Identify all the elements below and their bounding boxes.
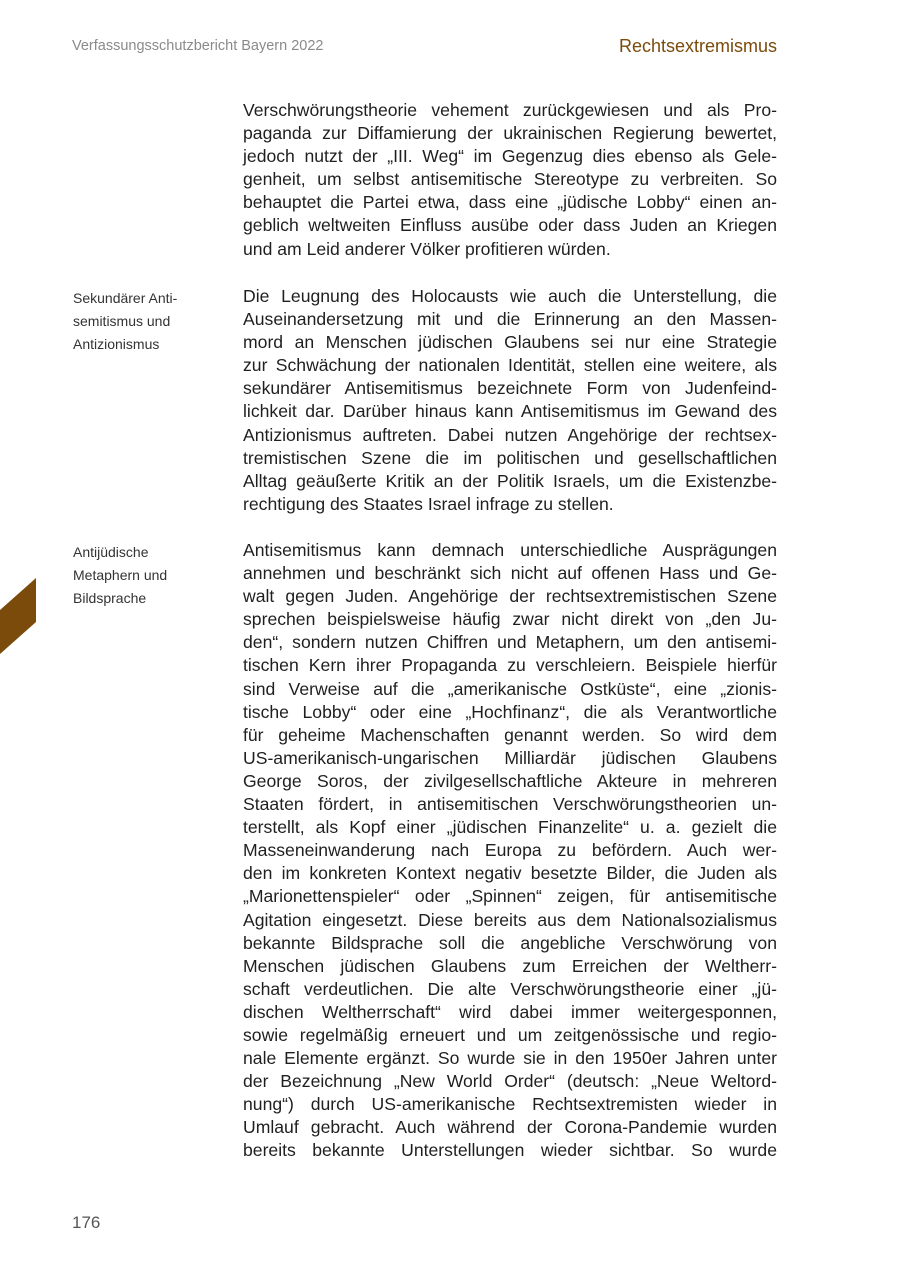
text-line: annehmen und beschränkt sich nicht auf offenen Hass und Ge- — [243, 563, 777, 584]
text-line: genheit, um selbst antisemitische Stereotype zu verbreiten. So — [243, 169, 777, 190]
text-line: Alltag geäußerte Kritik an der Politik Israels, um die Existenzbe- — [243, 470, 777, 491]
text-line: sowie regelmäßig erneuert und um zeitgenössische und regio- — [243, 1024, 777, 1045]
text-line: George Soros, der zivilgesellschaftliche Akteure in mehreren — [243, 770, 777, 791]
margin-note-line: Sekundärer Anti- — [73, 290, 178, 306]
margin-note-line: Metaphern und — [73, 567, 168, 583]
text-line: zur Schwächung der nationalen Identität, stellen eine weitere, als — [243, 355, 777, 376]
margin-note-line: semitismus und — [73, 313, 171, 329]
text-line: nung“) durch US-amerikanische Rechtsextremisten wieder in — [243, 1094, 777, 1115]
text-line: geblich weltweiten Einfluss ausübe oder dass Juden an Kriegen — [243, 215, 777, 236]
text-line: mord an Menschen jüdischen Glaubens sei nur eine Strategie — [243, 332, 777, 353]
text-line: sind Verweise auf die „amerikanische Ostküste“, eine „zionis- — [243, 678, 777, 699]
text-line: terstellt, als Kopf einer „jüdischen Finanzelite“ u. a. gezielt die — [243, 817, 777, 838]
text-line: den im konkreten Kontext negativ besetzte Bilder, die Juden als — [243, 863, 777, 884]
margin-note-line: Antijüdische — [73, 544, 149, 560]
text-line: sprechen beispielsweise häufig zwar nicht direkt von „den Ju- — [243, 609, 777, 630]
text-line: US-amerikanisch-ungarischen Milliardär jüdischen Glaubens — [243, 747, 777, 768]
text-line: nale Elemente ergänzt. So wurde sie in den 1950er Jahren unter — [243, 1048, 777, 1069]
text-line: jedoch nutzt der „III. Weg“ im Gegenzug dies ebenso als Gele- — [243, 146, 777, 167]
margin-note — [73, 287, 208, 356]
text-line: für geheime Machenschaften genannt werden. So wird dem — [243, 724, 777, 745]
text-line: bereits bekannte Unterstellungen wieder sichtbar. So wurde — [243, 1140, 777, 1161]
text-line: Staaten fördert, in antisemitischen Verschwörungstheorien un- — [243, 794, 777, 815]
text-line: walt gegen Juden. Angehörige der rechtsextremistischen Szene — [243, 586, 777, 607]
text-line: Masseneinwanderung nach Europa zu befördern. Auch wer- — [243, 840, 777, 861]
text-line: Umlauf gebracht. Auch während der Corona-Pandemie wurden — [243, 1117, 777, 1138]
text-line: Antizionismus auftreten. Dabei nutzen Angehörige der rechtsex- — [243, 424, 777, 445]
text-line: „Marionettenspieler“ oder „Spinnen“ zeigen, für antisemitische — [243, 886, 777, 907]
text-line: lichkeit dar. Darüber hinaus kann Antisemitismus im Gewand des — [243, 401, 777, 422]
text-line: schaft verdeutlichen. Die alte Verschwörungstheorie einer „jü- — [243, 978, 777, 999]
section-tab-marker — [0, 578, 36, 654]
paragraph-text — [243, 285, 777, 516]
margin-note-line: Bildsprache — [73, 590, 147, 606]
text-line: Auseinandersetzung mit und die Erinnerung an den Massen- — [243, 309, 777, 330]
text-line: tischen Kern ihrer Propaganda zu verschleiern. Beispiele hierfür — [243, 655, 777, 676]
text-line: behauptet die Partei etwa, dass eine „jüdische Lobby“ einen an- — [243, 192, 777, 213]
paragraph-text — [243, 99, 777, 261]
text-line: tische Lobby“ oder eine „Hochfinanz“, die als Verantwortliche — [243, 701, 777, 722]
publication-title: Verfassungsschutzbericht Bayern 2022 — [72, 38, 324, 54]
margin-note — [73, 541, 208, 610]
text-line: dischen Weltherrschaft“ wird dabei immer weitergesponnen, — [243, 1001, 777, 1022]
text-line: und am Leid anderer Völker profitieren würden. — [243, 238, 611, 259]
paragraph-text — [243, 539, 777, 1163]
text-line: Verschwörungstheorie vehement zurückgewiesen und als Pro- — [243, 100, 777, 120]
text-line: Die Leugnung des Holocausts wie auch die Unterstellung, die — [243, 286, 777, 306]
text-line: paganda zur Diffamierung der ukrainischen Regierung bewertet, — [243, 123, 777, 144]
text-line: tremistischen Szene die im politischen und gesellschaftlichen — [243, 447, 777, 468]
text-line: sekundärer Antisemitismus bezeichnete Form von Judenfeind- — [243, 378, 777, 399]
running-header — [72, 36, 777, 60]
text-line: Menschen jüdischen Glaubens zum Erreichen der Weltherr- — [243, 955, 777, 976]
text-line: den“, sondern nutzen Chiffren und Metaphern, um den antisemi- — [243, 632, 777, 653]
margin-note-line: Antizionismus — [73, 336, 160, 352]
text-line: Antisemitismus kann demnach unterschiedliche Ausprägungen — [243, 540, 777, 560]
page-number: 176 — [72, 1213, 101, 1232]
text-line: Agitation eingesetzt. Diese bereits aus dem Nationalsozialismus — [243, 909, 777, 930]
text-line: der Bezeichnung „New World Order“ (deutsch: „Neue Weltord- — [243, 1071, 777, 1092]
section-title: Rechtsextremismus — [618, 36, 777, 56]
text-line: rechtigung des Staates Israel infrage zu stellen. — [243, 493, 614, 514]
text-line: bekannte Bildsprache soll die angebliche Verschwörung von — [243, 932, 777, 953]
